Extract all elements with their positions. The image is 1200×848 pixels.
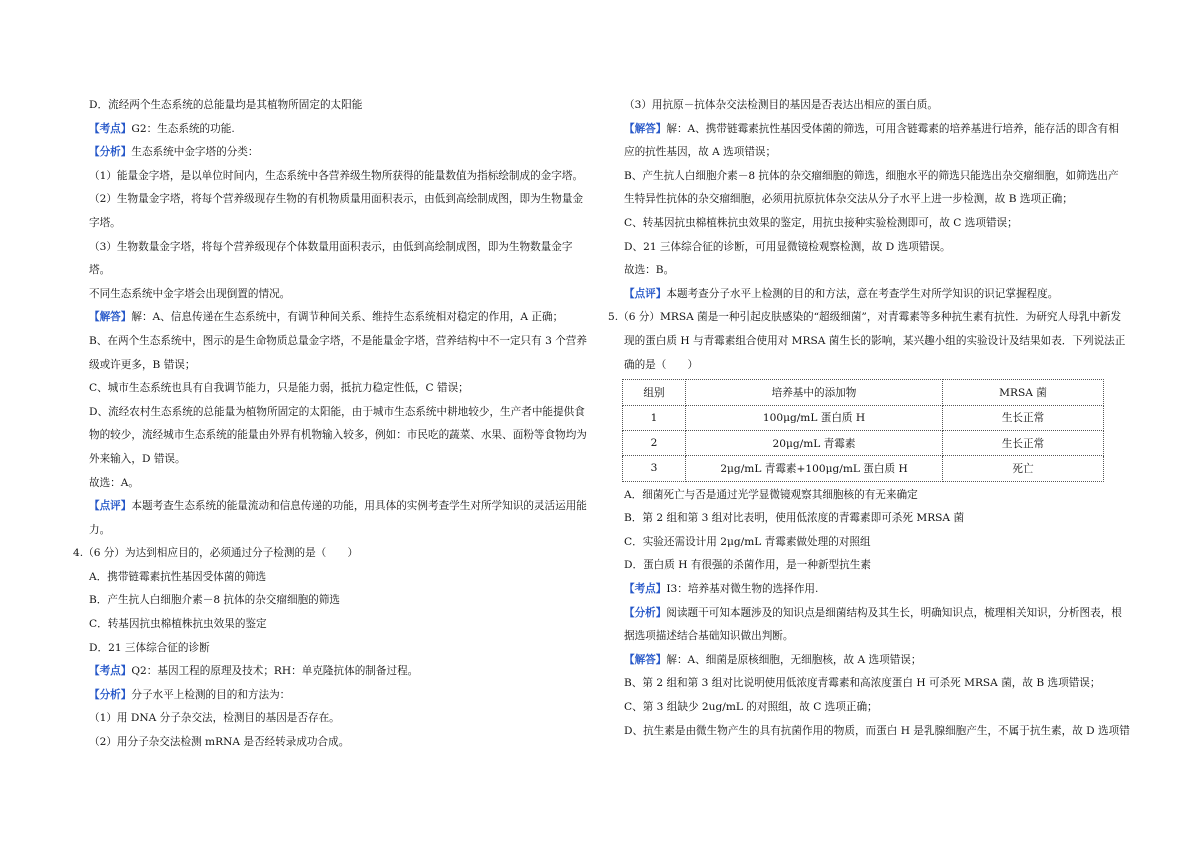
section-tag: 【解答】: [89, 311, 132, 324]
question-stem: [608, 306, 1136, 330]
text-line: [86, 566, 606, 590]
text-line: [86, 519, 606, 543]
line-text: C．实验还需设计用 2μg/mL 青霉素做处理的对照组: [624, 535, 871, 548]
line-text: （2）生物量金字塔，将每个营养级现存生物的有机物质量用面积表示，由低到高绘制成图，即为生物量金: [89, 193, 584, 206]
text-line: [621, 188, 1136, 212]
line-text: B．第 2 组和第 3 组对比表明，使用低浓度的青霉素即可杀死 MRSA 菌: [624, 512, 965, 525]
text-line: [86, 165, 606, 189]
table-cell: 2: [623, 430, 686, 455]
section-tag: 【点评】: [624, 287, 667, 300]
text-line: [621, 354, 1136, 378]
table-cell: 生长正常: [943, 405, 1104, 430]
line-text: A．细菌死亡与否是通过光学显微镜观察其细胞核的有无来确定: [624, 488, 918, 501]
text-line: [86, 330, 606, 354]
line-text: （1）能量金字塔，是以单位时间内，生态系统中各营养级生物所获得的能量数值为指标绘制成的金字塔。: [89, 169, 584, 182]
tagged-line: [621, 578, 1136, 602]
text-line: [621, 672, 1136, 696]
line-text: 应的抗性基因，故 A 选项错误；: [624, 146, 777, 159]
line-text: （3）用抗原－抗体杂交法检测目的基因是否表达出相应的蛋白质。: [624, 99, 938, 111]
line-text: 故选：B。: [624, 264, 675, 277]
text-line: [621, 212, 1136, 236]
text-line: [86, 354, 606, 378]
line-text: D、抗生素是由微生物产生的具有抗菌作用的物质，而蛋白 H 是乳腺细胞产生，不属于抗生素，故 D 选项错: [624, 724, 1130, 737]
line-text: A．携带链霉素抗性基因受体菌的筛选: [89, 570, 267, 583]
section-tag: 【分析】: [624, 606, 667, 619]
line-text: D、21 三体综合征的诊断，可用显微镜检观察检测，故 D 选项错误。: [624, 240, 951, 253]
text-line: [86, 188, 606, 212]
tagged-line: [621, 649, 1136, 673]
line-text: 级或许更多，B 错误；: [89, 358, 196, 371]
section-tag: 【分析】: [89, 146, 132, 159]
line-text: 4.（6 分）为达到相应目的，必须通过分子检测的是（ ）: [73, 547, 359, 560]
section-tag: 【解答】: [624, 653, 667, 666]
line-text: 物的较少，流经城市生态系统的能量由外界有机物输入较多，例如：市民吃的蔬菜、水果、面粉等食物均为: [89, 429, 587, 442]
text-line: [621, 531, 1136, 555]
text-line: [86, 448, 606, 472]
table-row: [623, 456, 1104, 481]
tagged-line: [86, 141, 606, 165]
line-text: 本题考查分子水平上检测的目的和方法，意在考查学生对所学知识的识记掌握程度。: [666, 287, 1059, 300]
table-cell: 1: [623, 405, 686, 430]
text-line: [86, 472, 606, 496]
line-text: G2：生态系统的功能.: [131, 122, 235, 135]
line-text: 外来输入，D 错误。: [89, 452, 186, 465]
line-text: （3）生物数量金字塔，将每个营养级现存个体数量用面积表示，由低到高绘制成图，即为生物数量金字: [89, 240, 573, 253]
tagged-line: [86, 684, 606, 708]
tagged-line: [86, 495, 606, 519]
left-column: [73, 94, 606, 755]
line-text: 生态系统中金字塔的分类：: [131, 146, 259, 159]
table-header-cell: MRSA 菌: [943, 380, 1104, 405]
text-line: [621, 236, 1136, 260]
text-line: [621, 625, 1136, 649]
line-text: I3：培养基对微生物的选择作用.: [666, 583, 819, 596]
line-text: 据选项描述结合基础知识做出判断。: [624, 630, 794, 643]
table-row: [623, 430, 1104, 455]
table-cell: 100μg/mL 蛋白质 H: [686, 405, 943, 430]
line-text: D．21 三体综合征的诊断: [89, 641, 210, 654]
question-stem: [73, 542, 606, 566]
line-text: 解：A、携带链霉素抗性基因受体菌的筛选，可用含链霉素的培养基进行培养，能存活的即含有相: [666, 122, 1119, 135]
line-text: D、流经农村生态系统的总能量为植物所固定的太阳能，由于城市生态系统中耕地较少，生产者中能提供食: [89, 405, 585, 418]
text-line: [86, 236, 606, 260]
line-text: 本题考查生态系统的能量流动和信息传递的功能，用具体的实例考查学生对所学知识的灵活运用能: [131, 500, 587, 513]
line-text: 不同生态系统中金字塔会出现倒置的情况。: [89, 287, 291, 300]
line-text: 分子水平上检测的目的和方法为：: [131, 688, 291, 701]
line-text: 故选：A。: [89, 476, 140, 489]
text-line: [621, 141, 1136, 165]
line-text: C．转基因抗虫棉植株抗虫效果的鉴定: [89, 618, 267, 631]
table-cell: 死亡: [943, 456, 1104, 481]
section-tag: 【解答】: [624, 122, 667, 135]
line-text: B、产生抗人白细胞介素－8 抗体的杂交瘤细胞的筛选，细胞水平的筛选只能选出杂交瘤细胞，如筛选出产: [624, 169, 1119, 182]
line-text: 塔。: [89, 264, 111, 277]
text-line: [621, 94, 1136, 118]
line-text: 5.（6 分）MRSA 菌是一种引起皮肤感染的“超级细菌”，对青霉素等多种抗生素有抗性．为研究人母乳中新发: [608, 311, 1122, 324]
section-tag: 【考点】: [89, 122, 132, 135]
line-text: Q2：基因工程的原理及技术；RH：单克隆抗体的制备过程。: [131, 665, 419, 678]
tagged-line: [86, 306, 606, 330]
text-line: [621, 165, 1136, 189]
text-line: [86, 377, 606, 401]
table-row: [623, 405, 1104, 430]
text-line: [621, 696, 1136, 720]
line-text: 确的是（ ）: [624, 358, 699, 371]
table-header-row: [623, 380, 1104, 405]
text-line: [621, 554, 1136, 578]
line-text: C、城市生态系统也具有自我调节能力，只是能力弱，抵抗力稳定性低，C 错误；: [89, 382, 469, 395]
line-text: 阅读题干可知本题涉及的知识点是细菌结构及其生长，明确知识点，梳理相关知识，分析图表，根: [666, 606, 1122, 619]
text-line: [86, 731, 606, 755]
text-line: [86, 94, 606, 118]
text-line: [621, 330, 1136, 354]
text-line: [86, 212, 606, 236]
line-text: B．产生抗人白细胞介素－8 抗体的杂交瘤细胞的筛选: [89, 594, 340, 607]
tagged-line: [621, 602, 1136, 626]
line-text: D．蛋白质 H 有很强的杀菌作用，是一种新型抗生素: [624, 559, 871, 572]
line-text: 字塔。: [89, 216, 121, 229]
line-text: （2）用分子杂交法检测 mRNA 是否经转录成功合成。: [89, 736, 350, 749]
line-text: 解：A、信息传递在生态系统中，有调节种间关系、维持生态系统相对稳定的作用，A 正确；: [131, 311, 564, 324]
text-line: [86, 637, 606, 661]
line-text: 解：A、细菌是原核细胞，无细胞核，故 A 选项错误；: [666, 653, 922, 666]
table-header-cell: 组别: [623, 380, 686, 405]
line-text: C、转基因抗虫棉植株抗虫效果的鉴定，用抗虫接种实验检测即可，故 C 选项错误；: [624, 216, 1018, 229]
section-tag: 【考点】: [624, 583, 667, 596]
text-line: [86, 401, 606, 425]
line-text: B、第 2 组和第 3 组对比说明使用低浓度青霉素和高浓度蛋白 H 可杀死 MRSA 菌，故 B 选项错误；: [624, 677, 1101, 690]
section-tag: 【考点】: [89, 665, 132, 678]
tagged-line: [86, 118, 606, 142]
line-text: B、在两个生态系统中，图示的是生命物质总量金字塔，不是能量金字塔，营养结构中不一定只有 3 个营养: [89, 334, 587, 347]
line-text: 力。: [89, 523, 111, 536]
text-line: [86, 589, 606, 613]
line-text: （1）用 DNA 分子杂交法，检测目的基因是否存在。: [89, 712, 340, 725]
line-text: 生特异性抗体的杂交瘤细胞，必须用抗原抗体杂交法从分子水平上进一步检测，故 B 选项正确；: [624, 193, 1073, 206]
tagged-line: [621, 118, 1136, 142]
text-line: [86, 707, 606, 731]
experiment-table: [622, 379, 1104, 482]
text-line: [621, 720, 1136, 744]
line-text: 现的蛋白质 H 与青霉素组合使用对 MRSA 菌生长的影响，某兴趣小组的实验设计及结果如表．下列说法正: [624, 334, 1126, 347]
right-column: [608, 94, 1136, 743]
text-line: [621, 484, 1136, 508]
text-line: [86, 613, 606, 637]
text-line: [621, 259, 1136, 283]
tagged-line: [86, 660, 606, 684]
table-header-cell: 培养基中的添加物: [686, 380, 943, 405]
tagged-line: [621, 283, 1136, 307]
line-text: D．流经两个生态系统的总能量均是其植物所固定的太阳能: [89, 99, 363, 111]
text-line: [86, 424, 606, 448]
section-tag: 【点评】: [89, 500, 132, 513]
table-cell: 生长正常: [943, 430, 1104, 455]
table-cell: 20μg/mL 青霉素: [686, 430, 943, 455]
text-line: [86, 259, 606, 283]
table-cell: 2μg/mL 青霉素+100μg/mL 蛋白质 H: [686, 456, 943, 481]
section-tag: 【分析】: [89, 688, 132, 701]
table-cell: 3: [623, 456, 686, 481]
text-line: [86, 283, 606, 307]
line-text: C、第 3 组缺少 2ug/mL 的对照组，故 C 选项正确；: [624, 701, 878, 714]
text-line: [621, 507, 1136, 531]
